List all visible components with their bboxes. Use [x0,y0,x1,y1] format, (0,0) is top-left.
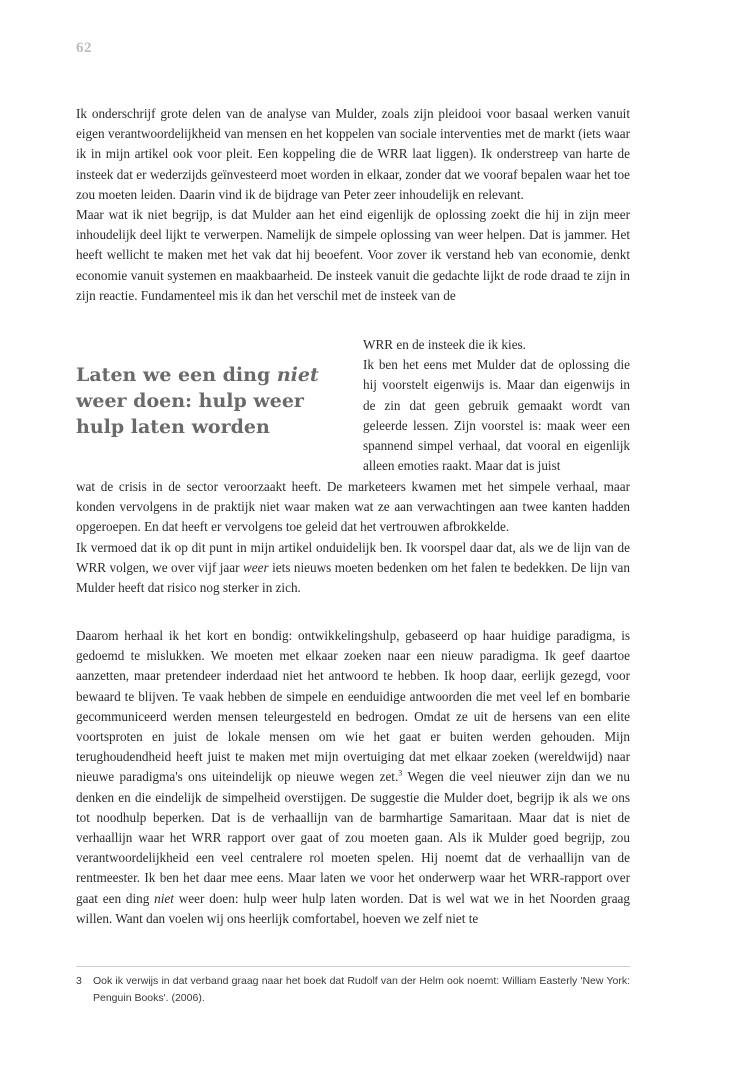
middle-text [76,477,630,598]
side-column-text [363,335,630,476]
heading-text-start: Laten we een ding [76,364,277,386]
footnote-divider [76,966,630,967]
footnote-text: Ook ik verwijs in dat verband graag naar het boek dat Rudolf van der Helm ook noemt: William Easterly 'New York: Penguin Books'. (2006). [93,975,630,1004]
paragraph-1: Ik onderschrijf grote delen van de analyse van Mulder, zoals zijn pleidooi voor basaal werken vanuit eigen verantwoordelijkheid van mensen en het koppelen van sociale interventies met de markt (iets waar ik in mijn artikel ook voor pleit. Een koppeling die de WRR laat liggen). Ik onderstreep van harte de insteek dat er wederzijds geïnvesteerd moet worden in elkaar, zonder dat we vooraf bepalen waar het toe zou moeten leiden. Daarin vind ik de bijdrage van Peter zeer inhoudelijk en relevant. [76,106,630,202]
paragraph-5-start: Daarom herhaal ik het kort en bondig: ontwikkelingshulp, gebaseerd op haar huidige paradigma, is gedoemd te mislukken. We moeten met elkaar zoeken naar een nieuw paradigma. Ik geef daartoe aanzetten, maar pretendeer inderdaad niet het antwoord te hebben. Ik hoop daar, eerlijk gezegd, voor bewaard te blijven. Te vaak hebben de simpele en eenduidige antwoorden die met veel lef en bombarie gecommuniceerd werden mensen teleurgesteld en bedrogen. Omdat ze uit de hersens van een elite voortsproten en juist de lokale mensen om wie het gaat er buiten werden gehouden. Mijn terughoudendheid heeft juist te maken met mijn overtuiging dat met elkaar zoeken (wereldwijd) naar nieuwe paradigma's ons uiteindelijk op nieuwe wegen zet. [76,628,630,785]
intro-text [76,104,630,306]
paragraph-2-continued: WRR en de insteek die ik kies. [363,337,526,352]
paragraph-4-start: Ik vermoed dat ik op dit punt in mijn artikel onduidelijk ben. Ik voorspel daar dat, als we de lijn van de WRR volgen, we over vijf jaar [76,539,630,575]
paragraph-5-emphasis: niet [154,890,174,906]
paragraph-3-continued: wat de crisis in de sector veroorzaakt heeft. De marketeers kwamen met het simpele verhaal, maar konden vervolgens in de praktijk niet waar maken wat ze aan verwachtingen aan twee kanten hadden opgeroepen. En dat heeft er vervolgens toe geleid dat het vertrouwen afbrokkelde. [76,479,630,535]
heading-emphasis: niet [276,364,319,386]
paragraph-4-end: iets nieuws moeten bedenken om het falen te bedekken. De lijn van Mulder heeft dat risico nog sterker in zich. [76,559,630,596]
footnote-reference: 3 [398,769,403,779]
paragraph-3: Ik ben het eens met Mulder dat de oplossing die hij voorstelt eigenwijs is. Maar dan eigenwijs in de zin dat geen gebruik gemaakt wordt van geleerde lessen. Zijn voorstel is: maak weer een spannend simpel verhaal, dat vooral en eigenlijk alleen emoties raakt. Maar dat is juist [363,357,630,474]
paragraph-4-emphasis: weer [242,559,269,575]
paragraph-5-end: weer doen: hulp weer hulp laten worden. Dat is wel wat we in het Noorden graag willen. Want dan voelen wij ons heerlijk comfortabel, hoeven we zelf niet te [76,890,631,926]
heading-text-end: weer doen: hulp weer hulp laten worden [76,390,304,438]
paragraph-4 [76,538,630,599]
section-heading [76,362,346,440]
footnote [76,973,630,1007]
paragraph-5-middle: Wegen die veel nieuwer zijn dan we nu denken en die eindelijk de simpelheid overstijgen. De suggestie die Mulder doet, begrijp ik als we ons tot noodhulp beperken. Dat is de verhaallijn van de barmhartige Samaritaan. Maar dat is niet de verhaallijn waar het WRR rapport over gaat of zou moeten gaan. Als ik Mulder goed begrijp, zou verantwoordelijkheid een veel centralere rol moeten spelen. Hij noemt dat de verhaallijn van de rentmeester. Ik ben het daar mee eens. Maar laten we voor het onderwerp waar het WRR-rapport over gaat een ding [76,769,630,906]
footnote-number: 3 [76,975,82,987]
closing-text [76,626,630,929]
paragraph-2: Maar wat ik niet begrijp, is dat Mulder aan het eind eigenlijk de oplossing zoekt die hij in zijn meer inhoudelijk deel lijkt te verwerpen. Namelijk de simpele oplossing van weer helpen. Dat is jammer. Het heeft wellicht te maken met het vak dat hij beoefent. Voor zover ik verstand heb van economie, denkt economie vanuit systemen en maakbaarheid. De insteek vanuit die gedachte lijkt de rode draad te zijn in zijn reactie. Fundamenteel mis ik dan het verschil met de insteek van de [76,207,630,303]
paragraph-5 [76,626,630,929]
page-number: 62 [76,40,92,56]
